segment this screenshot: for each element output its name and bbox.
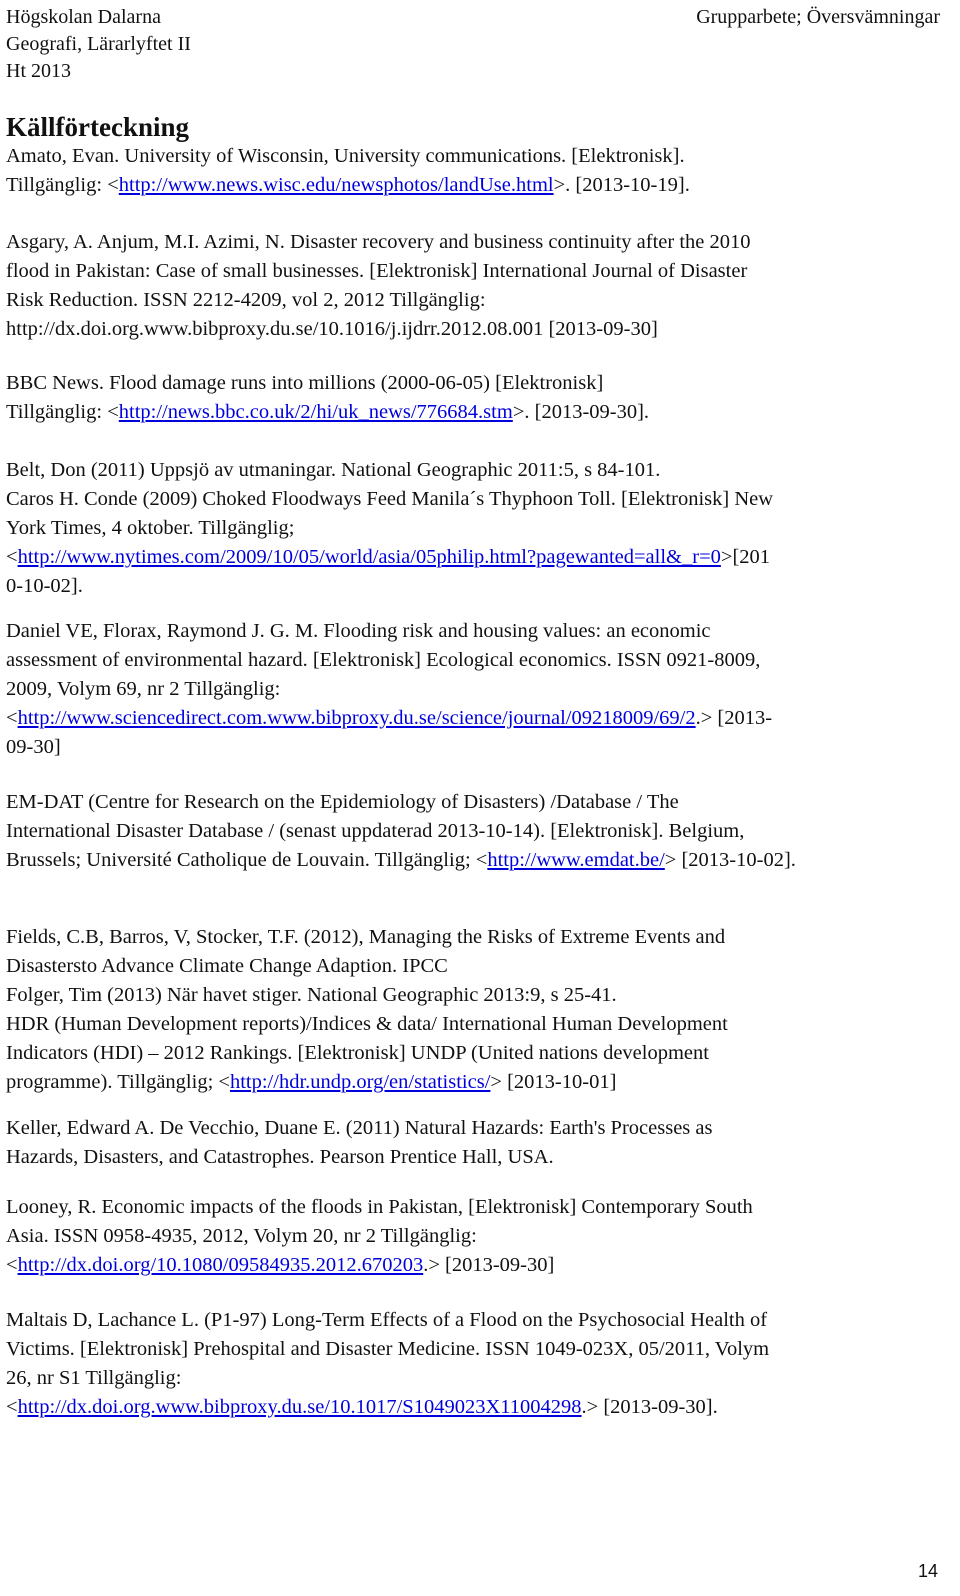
reference-line (6, 981, 728, 1010)
reference-text: http://dx.doi.org.www.bibproxy.du.se/10.1016/j.ijdrr.2012.08.001 [2013-09-30] (6, 318, 658, 340)
reference-entry (6, 369, 649, 427)
reference-link[interactable]: http://www.news.wisc.edu/newsphotos/landUse.html (118, 174, 554, 196)
reference-line (6, 286, 751, 315)
reference-link[interactable]: http://www.nytimes.com/2009/10/05/world/asia/05philip.html?pagewanted=all&_r=0 (17, 546, 721, 568)
reference-text: Indicators (HDI) – 2012 Rankings. [Elektronisk] UNDP (United nations development (6, 1042, 709, 1064)
reference-line (6, 704, 772, 733)
reference-link[interactable]: http://hdr.undp.org/en/statistics/ (229, 1071, 491, 1093)
reference-text: < (6, 1254, 18, 1276)
reference-line (6, 817, 796, 846)
reference-text: HDR (Human Development reports)/Indices & data/ International Human Development (6, 1013, 728, 1035)
reference-link[interactable]: http://news.bbc.co.uk/2/hi/uk_news/776684.stm (118, 401, 513, 423)
reference-link[interactable]: http://www.sciencedirect.com.www.bibproxy.du.se/science/journal/09218009/69/2 (17, 707, 696, 729)
reference-line (6, 1222, 753, 1251)
reference-text: Folger, Tim (2013) När havet stiger. National Geographic 2013:9, s 25-41. (6, 984, 617, 1006)
header-school: Högskolan Dalarna (6, 6, 161, 28)
reference-text: BBC News. Flood damage runs into millions (2000-06-05) [Elektronisk] (6, 372, 604, 394)
reference-text: International Disaster Database / (senast uppdaterad 2013-10-14). [Elektronisk]. Belgium, (6, 820, 745, 842)
reference-text: York Times, 4 oktober. Tillgänglig; (6, 517, 295, 539)
reference-line (6, 543, 773, 572)
reference-text: Asgary, A. Anjum, M.I. Azimi, N. Disaster recovery and business continuity after the 2010 (6, 231, 751, 253)
reference-text: .> [2013- (695, 707, 773, 729)
reference-entry (6, 1114, 712, 1172)
reference-line (6, 171, 690, 200)
reference-text: < (6, 546, 18, 568)
reference-entry (6, 1306, 769, 1422)
reference-text: Looney, R. Economic impacts of the floods in Pakistan, [Elektronisk] Contemporary South (6, 1196, 753, 1218)
reference-line (6, 485, 773, 514)
reference-text: < (6, 1396, 18, 1418)
reference-entry (6, 228, 751, 344)
reference-line (6, 646, 772, 675)
reference-text: >. [2013-09-30]. (512, 401, 650, 423)
reference-text: Keller, Edward A. De Vecchio, Duane E. (2011) Natural Hazards: Earth's Processes as (6, 1117, 713, 1139)
header-course: Geografi, Lärarlyftet II (6, 33, 191, 55)
reference-link[interactable]: http://dx.doi.org.www.bibproxy.du.se/10.1017/S1049023X11004298 (17, 1396, 582, 1418)
reference-entry (6, 456, 773, 601)
reference-line (6, 142, 690, 171)
reference-line (6, 398, 649, 427)
reference-line (6, 733, 772, 762)
reference-entry (6, 923, 728, 1097)
header-term: Ht 2013 (6, 60, 71, 82)
reference-line (6, 1193, 753, 1222)
reference-line (6, 617, 772, 646)
reference-text: Brussels; Université Catholique de Louvain. Tillgänglig; < (6, 849, 488, 871)
reference-entry (6, 1193, 753, 1280)
reference-entry (6, 788, 796, 875)
reference-line (6, 514, 773, 543)
reference-line (6, 788, 796, 817)
reference-line (6, 228, 751, 257)
reference-text: > [2013-10-02]. (664, 849, 796, 871)
reference-line (6, 952, 728, 981)
reference-text: Tillgänglig: < (6, 401, 119, 423)
reference-line (6, 675, 772, 704)
reference-text: Maltais D, Lachance L. (P1-97) Long-Term Effects of a Flood on the Psychosocial Health of (6, 1309, 768, 1331)
reference-link[interactable]: http://www.emdat.be/ (487, 849, 665, 871)
reference-text: 26, nr S1 Tillgänglig: (6, 1367, 182, 1389)
reference-text: Caros H. Conde (2009) Choked Floodways Feed Manila´s Thyphoon Toll. [Elektronisk] New (6, 488, 774, 510)
reference-text: .> [2013-09-30]. (581, 1396, 718, 1418)
reference-text: Fields, C.B, Barros, V, Stocker, T.F. (2012), Managing the Risks of Extreme Events and (6, 926, 726, 948)
header-title: Grupparbete; Översvämningar (696, 6, 940, 28)
reference-line (6, 456, 773, 485)
reference-line (6, 1114, 712, 1143)
reference-line (6, 1393, 769, 1422)
reference-link[interactable]: http://dx.doi.org/10.1080/09584935.2012.670203 (17, 1254, 424, 1276)
reference-text: Disastersto Advance Climate Change Adaption. IPCC (6, 955, 448, 977)
reference-text: Asia. ISSN 0958-4935, 2012, Volym 20, nr 2 Tillgänglig: (6, 1225, 477, 1247)
reference-text: 09-30] (6, 736, 61, 758)
reference-line (6, 572, 773, 601)
page-heading: Källförteckning (6, 112, 189, 142)
reference-text: >[201 (720, 546, 771, 568)
reference-line (6, 1335, 769, 1364)
page-number: 14 (917, 1561, 938, 1581)
reference-line (6, 257, 751, 286)
header-left (6, 4, 191, 85)
reference-line (6, 1010, 728, 1039)
reference-line (6, 369, 649, 398)
reference-entry (6, 142, 690, 200)
reference-text: Hazards, Disasters, and Catastrophes. Pearson Prentice Hall, USA. (6, 1146, 554, 1168)
reference-text: > [2013-10-01] (490, 1071, 617, 1093)
reference-line (6, 1251, 753, 1280)
reference-text: assessment of environmental hazard. [Elektronisk] Ecological economics. ISSN 0921-8009, (6, 649, 761, 671)
reference-text: Tillgänglig: < (6, 174, 119, 196)
reference-line (6, 1039, 728, 1068)
reference-text: Daniel VE, Florax, Raymond J. G. M. Flooding risk and housing values: an economic (6, 620, 711, 642)
reference-line (6, 315, 751, 344)
reference-text: Victims. [Elektronisk] Prehospital and Disaster Medicine. ISSN 1049-023X, 05/2011, Volym (6, 1338, 770, 1360)
reference-text: EM-DAT (Centre for Research on the Epidemiology of Disasters) /Database / The (6, 791, 679, 813)
reference-text: < (6, 707, 18, 729)
reference-line (6, 923, 728, 952)
reference-text: .> [2013-09-30] (423, 1254, 555, 1276)
reference-text: Belt, Don (2011) Uppsjö av utmaningar. National Geographic 2011:5, s 84-101. (6, 459, 661, 481)
reference-text: 2009, Volym 69, nr 2 Tillgänglig: (6, 678, 281, 700)
reference-entry (6, 617, 772, 762)
reference-text: Risk Reduction. ISSN 2212-4209, vol 2, 2012 Tillgänglig: (6, 289, 486, 311)
reference-text: flood in Pakistan: Case of small businesses. [Elektronisk] International Journal of Disaster (6, 260, 748, 282)
reference-line (6, 1068, 728, 1097)
reference-line (6, 1143, 712, 1172)
reference-text: Amato, Evan. University of Wisconsin, University communications. [Elektronisk]. (6, 145, 685, 167)
reference-text: programme). Tillgänglig; < (6, 1071, 230, 1093)
reference-line (6, 1306, 769, 1335)
reference-text: 0-10-02]. (6, 575, 83, 597)
reference-line (6, 846, 796, 875)
reference-text: >. [2013-10-19]. (553, 174, 690, 196)
reference-line (6, 1364, 769, 1393)
